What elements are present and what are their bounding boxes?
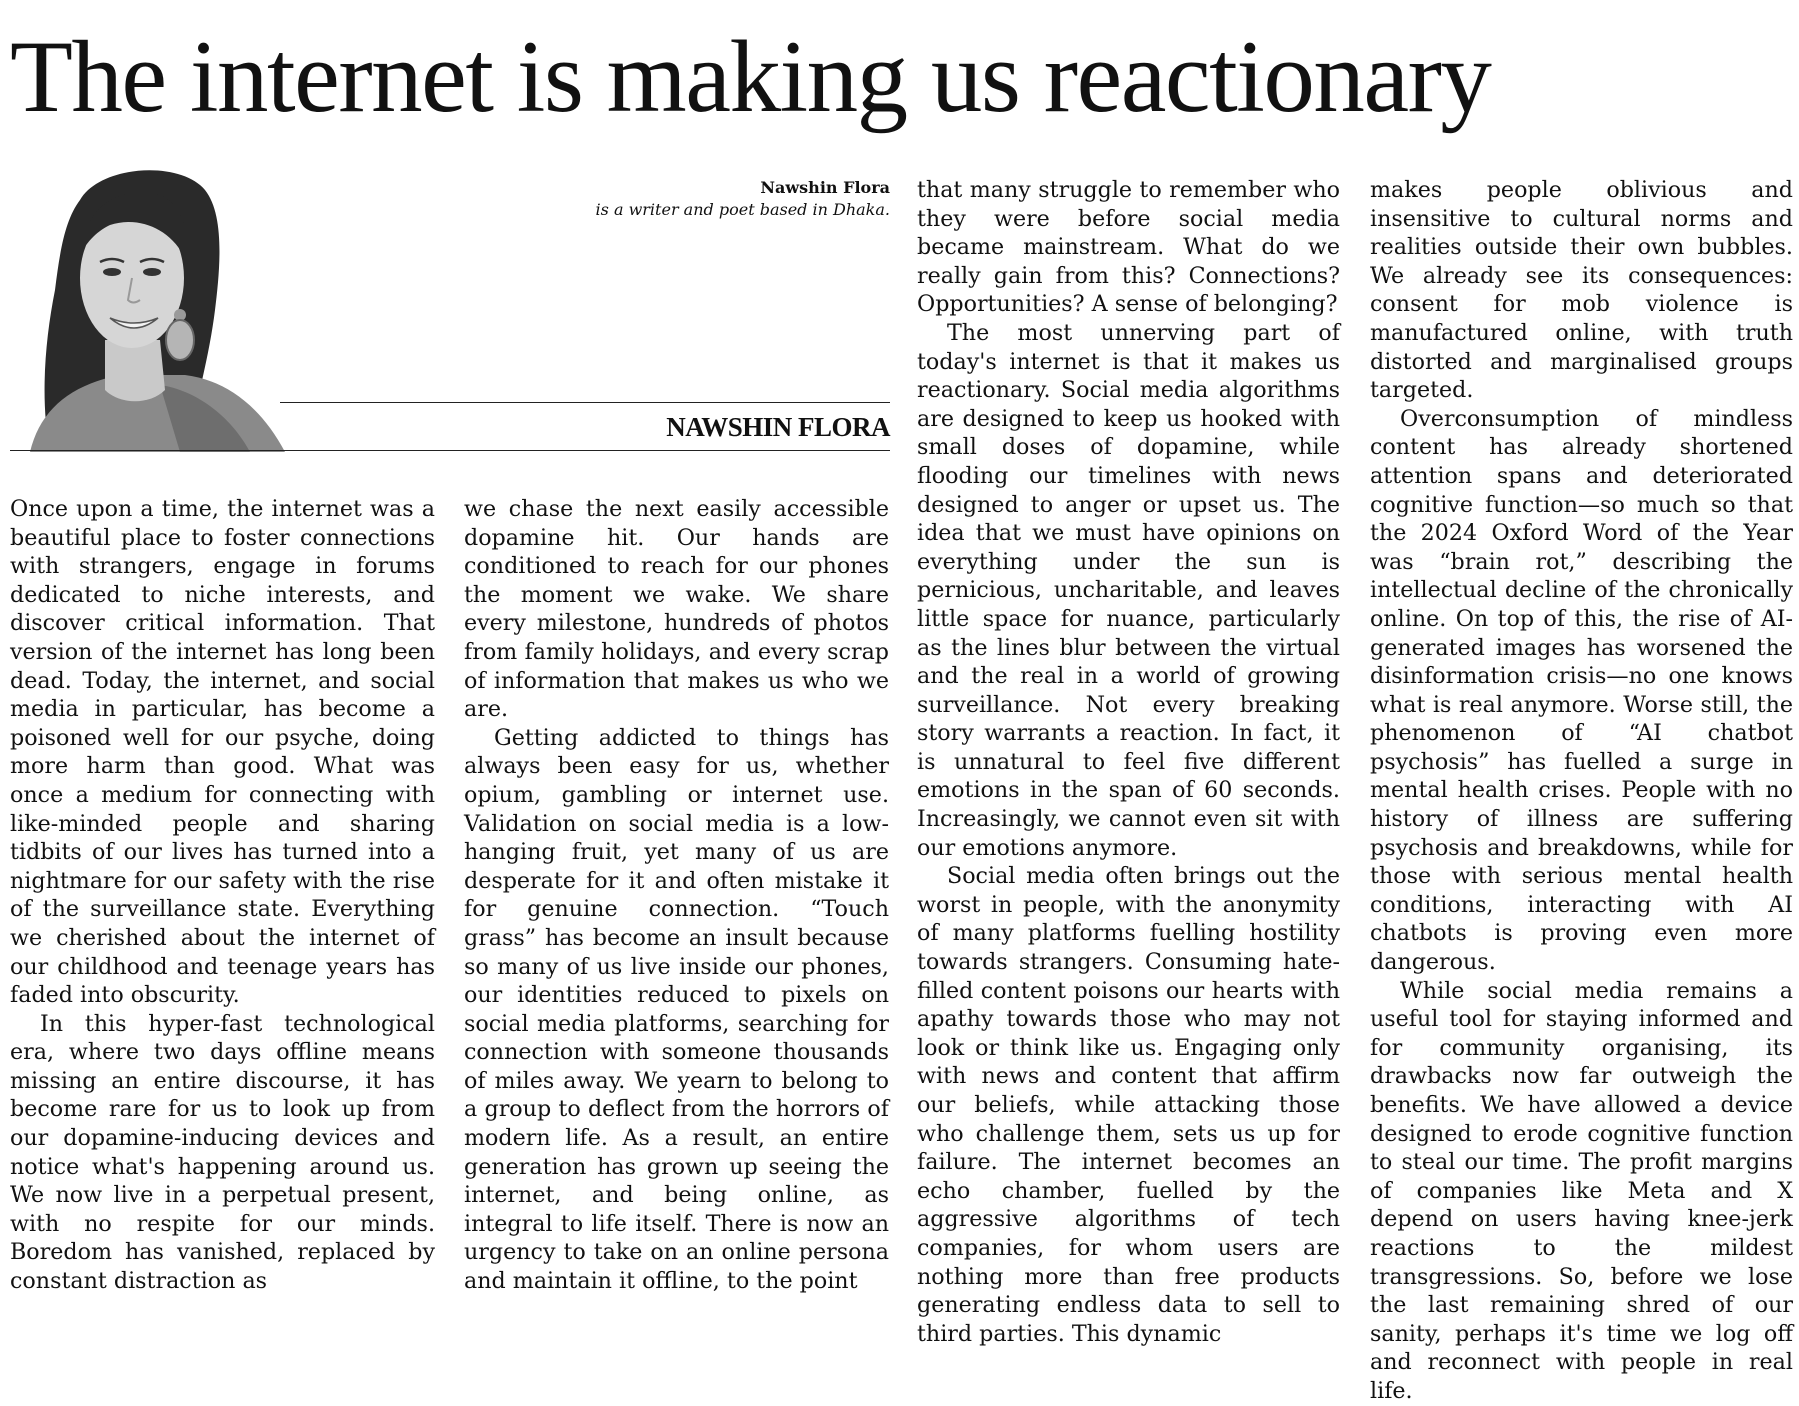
paragraph: Social media often brings out the worst in people, with the anonymity of many platforms fuelling hostility towards strangers. Consuming hate-filled content poisons our hearts with apathy towards those who may not look or think like us. Engaging only with news and content that affirm our beliefs, while attacking those who challenge them, sets us up for failure. The internet becomes an echo chamber, fuelled by the aggressive algorithms of tech companies, for whom users are nothing more than free products generating endless data to sell to third parties. This dynamic <box>917 863 1340 1347</box>
article-column-3 <box>917 176 1340 1348</box>
byline: NAWSHIN FLORA <box>666 412 890 442</box>
paragraph: Overconsumption of mindless content has already shortened attention spans and deteriorated cognitive function—so much so that the 2024 Oxford Word of the Year was “brain rot,” describing the intellectual decline of the chronically online. On top of this, the rise of AI-generated images has worsened the disinformation crisis—no one knows what is real anymore. Worse still, the phenomenon of “AI chatbot psychosis” has fuelled a surge in mental health crises. People with no history of illness are suffering psychosis and breakdowns, while for those with serious mental health conditions, interacting with AI chatbots is proving even more dangerous. <box>1370 405 1793 976</box>
article-column-4 <box>1370 176 1793 1406</box>
author-photo <box>10 160 310 452</box>
paragraph: In this hyper-fast technological era, where two days offline means missing an entire discourse, it has become rare for us to look up from our dopamine-inducing devices and notice what's happening around us. We now live in a perpetual present, with no respite for our minds. Boredom has vanished, replaced by constant distraction as <box>10 1010 435 1295</box>
author-name: Nawshin Flora <box>760 178 890 197</box>
author-description: is a writer and poet based in Dhaka. <box>595 200 890 219</box>
author-box <box>10 160 890 452</box>
paragraph: we chase the next easily accessible dopamine hit. Our hands are conditioned to reach for our phones the moment we wake. We share every milestone, hundreds of photos from family holidays, and every scrap of information that makes us who we are. <box>464 496 889 723</box>
article-column-1 <box>10 495 435 1296</box>
article-column-2 <box>464 495 889 1296</box>
divider <box>10 450 890 451</box>
paragraph: The most unnerving part of today's internet is that it makes us reactionary. Social media algorithms are designed to keep us hooked with small doses of dopamine, while flooding our timelines with news designed to anger or upset us. The idea that we must have opinions on everything under the sun is pernicious, uncharitable, and leaves little space for nuance, particularly as the lines blur between the virtual and the real in a world of growing surveillance. Not every breaking story warrants a reaction. In fact, it is unnatural to feel five different emotions in the span of 60 seconds. Increasingly, we cannot even sit with our emotions anymore. <box>917 319 1340 861</box>
paragraph: that many struggle to remember who they were before social media became mainstream. What do we really gain from this? Connections? Opportunities? A sense of belonging? <box>917 177 1340 318</box>
paragraph: Getting addicted to things has always been easy for us, whether opium, gambling or internet use. Validation on social media is a low-hanging fruit, yet many of us are desperate for it and often mistake it for genuine connection. “Touch grass” has become an insult because so many of us live inside our phones, our identities reduced to pixels on social media platforms, searching for connection with someone thousands of miles away. We yearn to belong to a group to deflect from the horrors of modern life. As a result, an entire generation has grown up seeing the internet, and being online, as integral to life itself. There is now an urgency to take on an online persona and maintain it offline, to the point <box>464 724 889 1295</box>
byline-rule <box>280 402 890 403</box>
paragraph: Once upon a time, the internet was a beautiful place to foster connections with strangers, engage in forums dedicated to niche interests, and discover critical information. That version of the internet has long been dead. Today, the internet, and social media in particular, has become a poisoned well for our psyche, doing more harm than good. What was once a medium for connecting with like-minded people and sharing tidbits of our lives has turned into a nightmare for our safety with the rise of the surveillance state. Everything we cherished about the internet of our childhood and teenage years has faded into obscurity. <box>10 496 435 1009</box>
paragraph: makes people oblivious and insensitive to cultural norms and realities outside their own bubbles. We already see its consequences: consent for mob violence is manufactured online, with truth distorted and marginalised groups targeted. <box>1370 177 1793 404</box>
paragraph: While social media remains a useful tool for staying informed and for community organising, its drawbacks now far outweigh the benefits. We have allowed a device designed to erode cognitive function to steal our time. The profit margins of companies like Meta and X depend on users having knee-jerk reactions to the mildest transgressions. So, before we lose the last remaining shred of our sanity, perhaps it's time we log off and reconnect with people in real life. <box>1370 977 1793 1404</box>
headline: The internet is making us reactionary <box>10 20 1491 134</box>
